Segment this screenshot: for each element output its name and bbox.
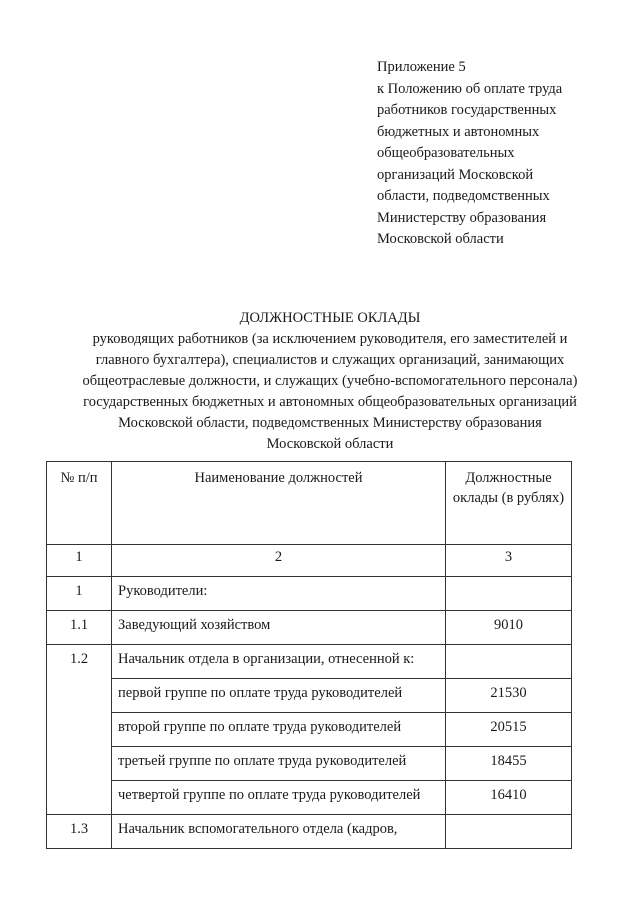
row-salary: [446, 645, 572, 679]
table-row: [47, 611, 572, 645]
table-row: [47, 645, 572, 679]
column-number-row: [47, 545, 572, 577]
title-line: Московской области, подведомственных Министерству образования: [118, 415, 542, 431]
appendix-line: Московской области: [377, 231, 504, 247]
row-salary: [446, 577, 572, 611]
header-position: Наименование должностей: [112, 462, 446, 545]
row-number: 1.1: [47, 611, 112, 645]
title-line: государственных бюджетных и автономных общеобразовательных организаций: [83, 394, 577, 410]
appendix-line: области, подведомственных: [377, 188, 550, 204]
row-salary: 20515: [446, 713, 572, 747]
row-salary: 16410: [446, 781, 572, 815]
row-position: второй группе по оплате труда руководителей: [112, 713, 446, 747]
appendix-block: [377, 57, 617, 251]
row-position: Заведующий хозяйством: [112, 611, 446, 645]
appendix-line: к Положению об оплате труда: [377, 80, 563, 97]
row-position: Начальник отдела в организации, отнесенной к:: [112, 645, 446, 679]
title-heading: ДОЛЖНОСТНЫЕ ОКЛАДЫ: [239, 310, 421, 326]
table-row: [47, 679, 572, 713]
salary-table: [46, 461, 572, 849]
row-number: 1: [47, 577, 112, 611]
row-salary: [446, 815, 572, 849]
row-position: Начальник вспомогательного отдела (кадров,: [112, 815, 446, 849]
row-salary: 9010: [446, 611, 572, 645]
title-line: руководящих работников (за исключением руководителя, его заместителей и: [92, 331, 568, 347]
row-position: третьей группе по оплате труда руководителей: [112, 747, 446, 781]
row-position: первой группе по оплате труда руководителей: [112, 679, 446, 713]
table-header-row: [47, 462, 572, 545]
title-line: общеотраслевые должности, и служащих (учебно-вспомогательного персонала): [82, 373, 578, 389]
appendix-line: Министерству образования: [377, 209, 547, 226]
appendix-line: общеобразовательных: [377, 145, 515, 161]
table-row: [47, 713, 572, 747]
title-line: главного бухгалтера), специалистов и служащих организаций, занимающих: [95, 352, 565, 368]
col-number-1: 1: [47, 545, 112, 577]
table-row: [47, 815, 572, 849]
title-line: Московской области: [266, 436, 394, 452]
table-row: [47, 781, 572, 815]
appendix-line: организаций Московской: [377, 166, 534, 183]
row-position: четвертой группе по оплате труда руководителей: [112, 781, 446, 815]
col-number-3: 3: [446, 545, 572, 577]
header-salary: Должностные оклады (в рублях): [446, 462, 572, 545]
appendix-line: работников государственных: [377, 102, 557, 118]
row-salary: 21530: [446, 679, 572, 713]
col-number-2: 2: [112, 545, 446, 577]
header-number: № п/п: [47, 462, 112, 545]
appendix-line: Приложение 5: [377, 59, 466, 75]
row-number: 1.3: [47, 815, 112, 849]
document-title: [30, 308, 630, 455]
row-number: 1.2: [47, 645, 112, 815]
row-salary: 18455: [446, 747, 572, 781]
table-row: [47, 577, 572, 611]
table-row: [47, 747, 572, 781]
appendix-line: бюджетных и автономных: [377, 123, 540, 140]
row-position: Руководители:: [112, 577, 446, 611]
